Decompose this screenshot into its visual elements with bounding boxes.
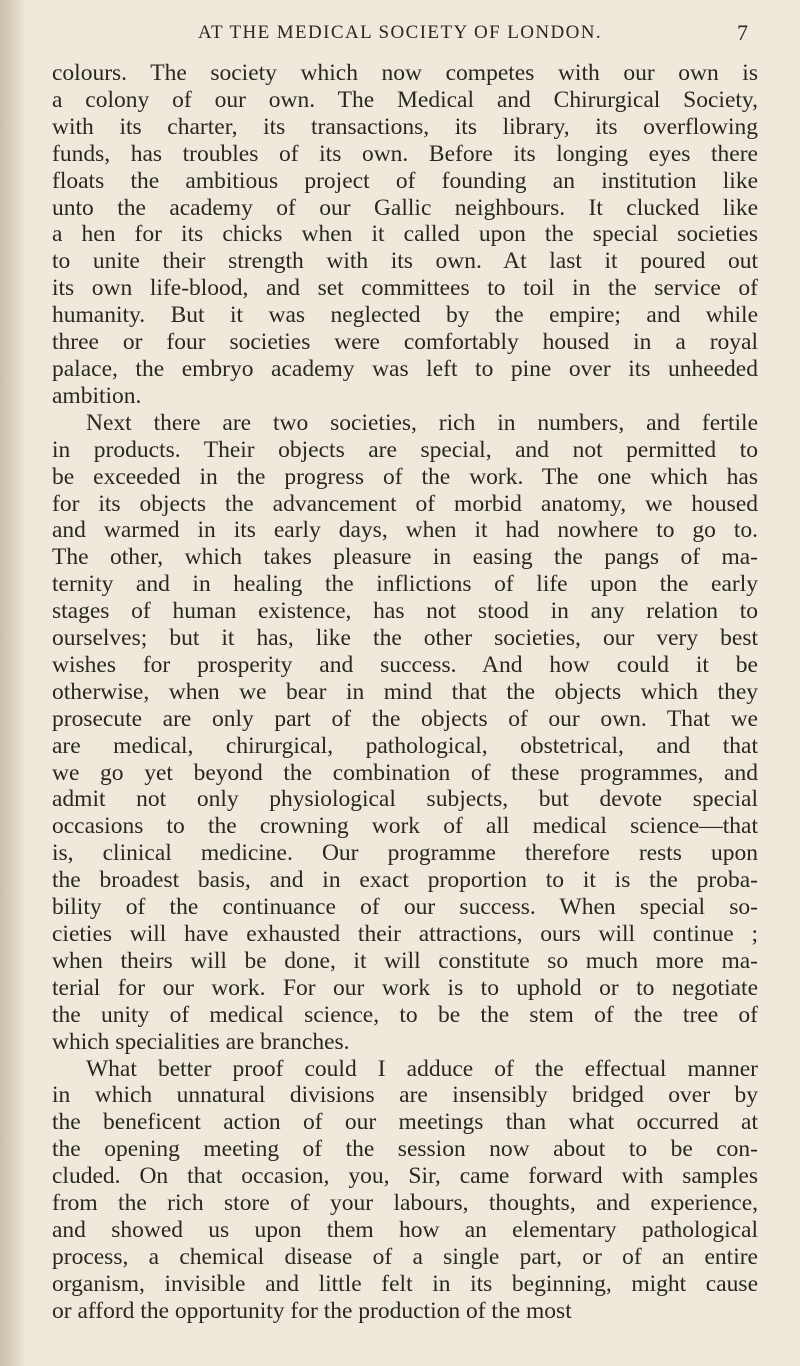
- text-line: admit not only physiological subjects, but devote special: [52, 786, 758, 813]
- text-line: otherwise, when we bear in mind that the objects which they: [52, 678, 758, 705]
- text-line: organism, invisible and little felt in its beginning, might cause: [52, 1270, 758, 1297]
- text-line: are medical, chirurgical, pathological, obstetrical, and that: [52, 732, 758, 759]
- text-line: the broadest basis, and in exact proportion to it is the proba-: [52, 867, 758, 894]
- text-line: unto the academy of our Gallic neighbours. It clucked like: [52, 194, 758, 221]
- text-line: a hen for its chicks when it called upon the special societies: [52, 221, 758, 248]
- page-header: [0, 22, 800, 52]
- text-line: and showed us upon them how an elementary pathological: [52, 1216, 758, 1243]
- text-line: Next there are two societies, rich in numbers, and fertile: [86, 409, 758, 436]
- text-line: with its charter, its transactions, its library, its overflowing: [52, 113, 758, 140]
- text-line: palace, the embryo academy was left to pine over its unheeded: [52, 355, 758, 382]
- text-line: the opening meeting of the session now about to be con-: [52, 1136, 758, 1163]
- text-line: process, a chemical disease of a single part, or of an entire: [52, 1243, 758, 1270]
- text-line: What better proof could I adduce of the effectual manner: [86, 1055, 758, 1082]
- text-line: stages of human existence, has not stood in any relation to: [52, 598, 758, 625]
- text-line: prosecute are only part of the objects of our own. That we: [52, 705, 758, 732]
- text-line: cieties will have exhausted their attractions, ours will continue ;: [52, 921, 758, 947]
- text-line: or afford the opportunity for the production of the most: [52, 1297, 572, 1324]
- text-line: wishes for prosperity and success. And how could it be: [52, 651, 758, 678]
- text-line: to unite their strength with its own. At last it poured out: [52, 248, 758, 275]
- text-line: bility of the continuance of our success. When special so-: [52, 894, 758, 921]
- text-line: terial for our work. For our work is to uphold or to negotiate: [52, 974, 758, 1001]
- text-line: in products. Their objects are special, and not permitted to: [52, 436, 758, 463]
- text-line: in which unnatural divisions are insensibly bridged over by: [52, 1082, 758, 1109]
- paragraph: [52, 60, 758, 410]
- body-text: [52, 60, 758, 1325]
- text-line: the unity of medical science, to be the stem of the tree of: [52, 1001, 758, 1028]
- running-head: AT THE MEDICAL SOCIETY OF LONDON.: [197, 22, 603, 43]
- text-line: a colony of our own. The Medical and Chirurgical Society,: [52, 86, 758, 113]
- text-line: for its objects the advancement of morbid anatomy, we housed: [52, 490, 758, 517]
- text-line: when theirs will be done, it will constitute so much more ma-: [52, 947, 758, 974]
- binding-gutter-shadow: [0, 0, 26, 1366]
- page-number: 7: [737, 20, 748, 45]
- text-line: and warmed in its early days, when it had nowhere to go to.: [52, 517, 758, 544]
- text-line: is, clinical medicine. Our programme therefore rests upon: [52, 840, 758, 867]
- paragraph: [52, 1056, 758, 1325]
- text-line: we go yet beyond the combination of these programmes, and: [52, 759, 758, 786]
- text-line: cluded. On that occasion, you, Sir, came forward with samples: [52, 1163, 758, 1190]
- text-line: colours. The society which now competes with our own is: [52, 60, 758, 86]
- text-line: from the rich store of your labours, thoughts, and experience,: [52, 1190, 758, 1217]
- text-line: be exceeded in the progress of the work. The one which has: [52, 463, 758, 490]
- text-line: ourselves; but it has, like the other societies, our very best: [52, 625, 758, 652]
- text-line: The other, which takes pleasure in easing the pangs of ma-: [52, 544, 758, 571]
- text-line: ambition.: [52, 382, 142, 409]
- text-line: occasions to the crowning work of all medical science—that: [52, 813, 758, 840]
- text-line: humanity. But it was neglected by the empire; and while: [52, 302, 758, 329]
- text-line: funds, has troubles of its own. Before its longing eyes there: [52, 140, 758, 167]
- text-line: ternity and in healing the inflictions of life upon the early: [52, 571, 758, 598]
- text-line: floats the ambitious project of founding an institution like: [52, 167, 758, 194]
- text-line: the beneficent action of our meetings than what occurred at: [52, 1109, 758, 1136]
- paragraph: [52, 410, 758, 1056]
- text-line: which specialities are branches.: [52, 1028, 350, 1055]
- text-line: its own life-blood, and set committees to toil in the service of: [52, 275, 758, 302]
- text-line: three or four societies were comfortably housed in a royal: [52, 329, 758, 356]
